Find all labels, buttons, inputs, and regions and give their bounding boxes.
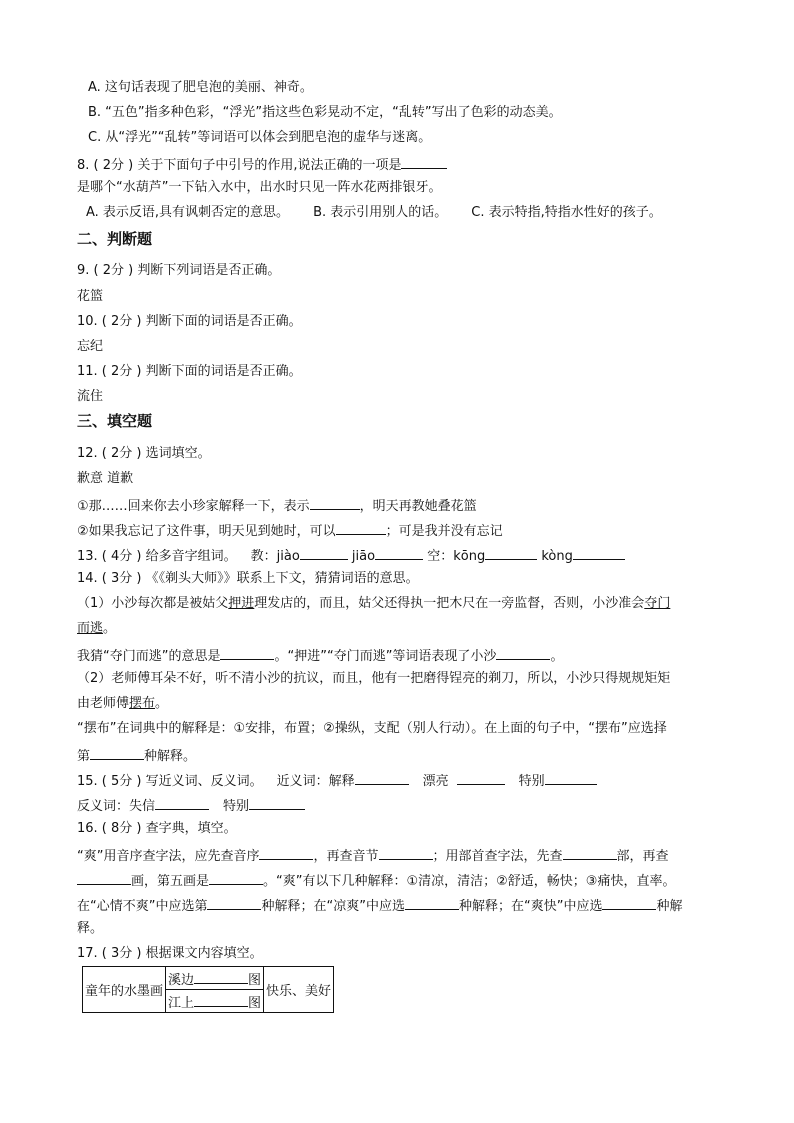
q16-l2-text-a: 画，第五画是 — [131, 874, 210, 889]
q16-blank-3[interactable] — [563, 845, 617, 860]
q13-blank-jiao1[interactable] — [375, 545, 423, 560]
q14-guess-text-b: 。“押进”“夺门而逃”等词语表现了小沙 — [274, 649, 497, 664]
q14-p1-cont — [77, 620, 116, 638]
q16-l3-text-a: 在“心情不爽”中应选第 — [77, 899, 208, 914]
q17-row2-cell — [166, 990, 264, 1013]
q7-option-b: B. “五色”指多种色彩，“浮光”指这些色彩晃动不定，“乱转”写出了色彩的动态美。 — [88, 105, 562, 120]
q15-blank-ant2[interactable] — [249, 795, 305, 810]
q14-guess-end: 。 — [550, 649, 564, 664]
q16-l1-text-d: 部，再查 — [616, 849, 669, 864]
q16-line-3 — [77, 895, 682, 916]
q13-jiao-label: 教：jiào — [250, 549, 300, 564]
q16-l3-text-b: 种解释；在“凉爽”中应选 — [261, 899, 405, 914]
q13-kong4-label: kòng — [541, 549, 573, 564]
q15-ant-label: 反义词：失信 — [77, 799, 156, 814]
q14-guess-text-a: 我猜“夺门而逃”的意思是 — [77, 649, 221, 664]
q16-l2-text-b: 。“爽”有以下几种解释：①清凉，清洁；②舒适，畅快；③痛快，直率。 — [263, 874, 676, 889]
q16-stem: 16. ( 8分 ) 查字典，填空。 — [77, 821, 237, 836]
q13-blank-kong4[interactable] — [573, 545, 625, 560]
q13-kong-label: 空：kōng — [427, 549, 486, 564]
q15-syn-label: 近义词：解释 — [276, 774, 355, 789]
section-judgement-title: 二、判断题 — [77, 230, 153, 248]
q12-s2-text-a: ②如果我忘记了这件事，明天见到她时，可以 — [77, 524, 336, 539]
q14-p1 — [77, 595, 670, 613]
q15-syn3-label: 特别 — [518, 774, 545, 789]
q8-option-c: C. 表示特指,特指水性好的孩子。 — [471, 205, 662, 220]
q14-p2-cont — [77, 695, 168, 713]
q16-l1-text-c: ；用部首查字法，先查 — [432, 849, 563, 864]
q17-row1-suffix: 图 — [248, 972, 262, 988]
q16-blank-8[interactable] — [602, 895, 656, 910]
q14-p2: （2）老师傅耳朵不好，听不清小沙的抗议，而且，他有一把磨得锃亮的剃刀，所以，小沙只得规规矩矩 — [77, 671, 671, 686]
q15-syn2-label: 漂亮 — [422, 774, 449, 789]
q16-blank-7[interactable] — [405, 895, 459, 910]
q16-l1-text-a: “爽”用音序查字法，应先查音序 — [77, 849, 260, 864]
q13-jiao1-label: jiāo — [351, 549, 376, 564]
q14-p2-end: 。 — [155, 696, 169, 711]
q17-row1-cell — [166, 967, 264, 990]
q9-stem: 9. ( 2分 ) 判断下列词语是否正确。 — [77, 263, 281, 278]
q14-word-duomen: 夺门 — [644, 596, 671, 611]
q16-l1-text-b: ，再查音节 — [313, 849, 379, 864]
q8-option-b: B. 表示引用别人的话。 — [313, 205, 448, 220]
q12-s2-text-b: ；可是我并没有忘记 — [385, 524, 503, 539]
q16-line-4: 释。 — [77, 921, 104, 936]
q14-word-baibu: 摆布 — [129, 696, 156, 711]
q12-blank-1[interactable] — [310, 495, 360, 510]
q12-s1-text-b: ，明天再教她叠花篮 — [359, 499, 477, 514]
q13-blank-jiao4[interactable] — [300, 545, 348, 560]
q16-blank-5[interactable] — [209, 870, 263, 885]
q8-options — [86, 204, 662, 222]
q12-choices: 歉意 道歉 — [77, 471, 134, 486]
q14-dict-text-c: 种解释。 — [144, 749, 197, 764]
q12-s1-text-a: ①那……回来你去小珍家解释一下，表示 — [77, 499, 310, 514]
q10-word: 忘纪 — [77, 339, 104, 354]
q12-sentence-2 — [77, 520, 503, 541]
q17-table-head: 童年的水墨画 — [83, 967, 166, 1013]
q14-p2-text-b: 由老师傅 — [77, 696, 130, 711]
q15-stem: 15. ( 5分 ) 写近义词、反义词。 — [77, 774, 263, 789]
q17-blank-2[interactable] — [194, 992, 248, 1007]
q7-option-a: A. 这句话表现了肥皂泡的美丽、神奇。 — [88, 80, 313, 95]
q13-blank-kong1[interactable] — [485, 545, 537, 560]
q14-dict-cont — [77, 745, 196, 766]
q14-dict: “摆布”在词典中的解释是：①安排，布置；②操纵，支配（别人行动）。在上面的句子中，“摆布”应选择 — [77, 721, 667, 736]
q17-table — [82, 966, 334, 1013]
q9-word: 花篮 — [77, 289, 104, 304]
q13-stem: 13. ( 4分 ) 给多音字组词。 — [77, 549, 237, 564]
q15-ant2-label: 特别 — [223, 799, 250, 814]
q16-line-1 — [77, 845, 669, 866]
q16-l3-text-c: 种解释；在“爽快”中应选 — [458, 899, 603, 914]
q12-blank-2[interactable] — [336, 520, 386, 535]
q16-blank-2[interactable] — [379, 845, 433, 860]
q16-blank-6[interactable] — [207, 895, 261, 910]
q14-word-yajin: 押进 — [228, 596, 255, 611]
q11-stem: 11. ( 2分 ) 判断下面的词语是否正确。 — [77, 364, 302, 379]
q14-dict-text-b: 第 — [77, 749, 91, 764]
q15-line-1 — [77, 770, 597, 791]
q14-guess — [77, 645, 563, 666]
q8-stem-text: 8. ( 2分 ) 关于下面句子中引号的作用,说法正确的一项是 — [77, 158, 402, 173]
q13-line — [77, 545, 625, 566]
q12-sentence-1 — [77, 495, 477, 516]
q10-stem: 10. ( 2分 ) 判断下面的词语是否正确。 — [77, 314, 302, 329]
q14-p1-text-a: （1）小沙每次都是被姑父 — [77, 596, 229, 611]
q16-blank-1[interactable] — [259, 845, 313, 860]
q17-row1-label: 溪边 — [168, 972, 195, 988]
q16-line-2 — [77, 870, 675, 891]
q14-p1-text-b: 理发店的，而且，姑父还得执一把木尺在一旁监督，否则，小沙准会 — [254, 596, 645, 611]
q14-p1-end: 。 — [103, 621, 117, 636]
section-fill-title: 三、填空题 — [77, 412, 153, 430]
q7-option-c: C. 从“浮光”“乱转”等词语可以体会到肥皂泡的虚华与迷离。 — [88, 130, 432, 145]
q8-stem — [77, 154, 447, 175]
q15-blank-syn3[interactable] — [545, 770, 597, 785]
q15-line-2 — [77, 795, 305, 816]
q17-table-row-1 — [83, 967, 334, 990]
q17-result: 快乐、美好 — [264, 967, 334, 1013]
q14-blank-1[interactable] — [220, 645, 274, 660]
q11-word: 流住 — [77, 389, 104, 404]
q16-l3-text-d: 种解 — [656, 899, 683, 914]
q17-row2-suffix: 图 — [248, 995, 262, 1011]
q16-blank-4[interactable] — [77, 870, 131, 885]
q15-blank-ant1[interactable] — [155, 795, 209, 810]
q14-stem: 14. ( 3分 ) 《《剃头大师》》联系上下文，猜猜词语的意思。 — [77, 571, 419, 586]
q8-option-a: A. 表示反语,具有讽刺否定的意思。 — [86, 205, 290, 220]
q14-blank-3[interactable] — [90, 745, 144, 760]
q14-blank-2[interactable] — [496, 645, 550, 660]
q15-blank-syn2[interactable] — [457, 770, 505, 785]
q17-row2-label: 江上 — [168, 995, 195, 1011]
q17-blank-1[interactable] — [194, 969, 248, 984]
q15-blank-syn1[interactable] — [355, 770, 409, 785]
q8-sentence: 是哪个“水葫芦”一下钻入水中，出水时只见一阵水花两排银牙。 — [77, 180, 442, 195]
q17-stem: 17. ( 3分 ) 根据课文内容填空。 — [77, 946, 263, 961]
q8-answer-blank[interactable] — [401, 154, 447, 169]
q12-stem: 12. ( 2分 ) 选词填空。 — [77, 446, 211, 461]
q14-word-ertao: 而逃 — [77, 621, 104, 636]
